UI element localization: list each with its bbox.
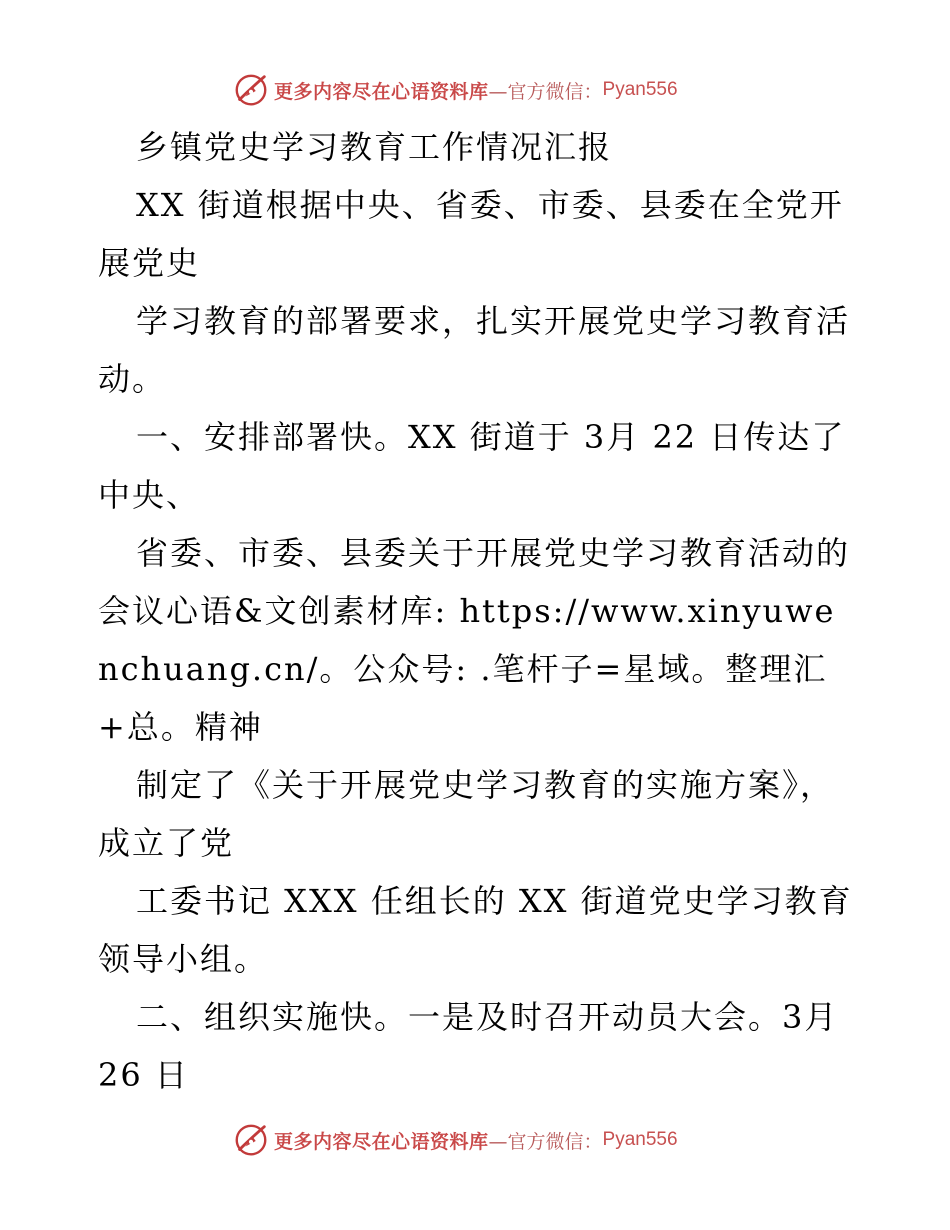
paragraph: 制定了《关于开展党史学习教育的实施方案》，成立了党 <box>98 766 835 862</box>
paragraph: 二、组织实施快。一是及时召开动员大会。3月 26 日 <box>98 998 839 1094</box>
paragraph: 工委书记 XXX 任组长的 XX 街道党史学习教育领导小组。 <box>98 882 853 978</box>
paragraph: 省委、市委、县委关于开展党史学习教育活动的会议心语&文创素材库: https://www.xinyuwenchuang.cn/。公众号: .笔杆子=星域。整理汇+总。精神 <box>98 534 851 746</box>
footer-watermark <box>232 1120 678 1160</box>
watermark-brand-text: 更多内容尽在心语资料库 <box>274 80 489 103</box>
watermark-wechat-handle: Pyan556 <box>602 79 678 100</box>
paragraph: XX 街道根据中央、省委、市委、县委在全党开展党史 <box>98 186 844 282</box>
watermark-official-label: —官方微信： <box>488 80 603 103</box>
paragraph: 一、安排部署快。XX 街道于 3月 22 日传达了中央、 <box>98 418 846 514</box>
watermark-brand-text: 更多内容尽在心语资料库 <box>274 1130 489 1153</box>
watermark-official-label: —官方微信： <box>488 1130 603 1153</box>
pen-nib-seal-icon <box>232 71 270 109</box>
pen-nib-seal-icon <box>232 1121 270 1159</box>
paragraph: 学习教育的部署要求，扎实开展党史学习教育活动。 <box>98 302 851 398</box>
header-watermark <box>232 70 678 110</box>
document-body <box>98 118 858 1104</box>
document-title: 乡镇党史学习教育工作情况汇报 <box>136 128 613 166</box>
watermark-wechat-handle: Pyan556 <box>602 1129 678 1150</box>
